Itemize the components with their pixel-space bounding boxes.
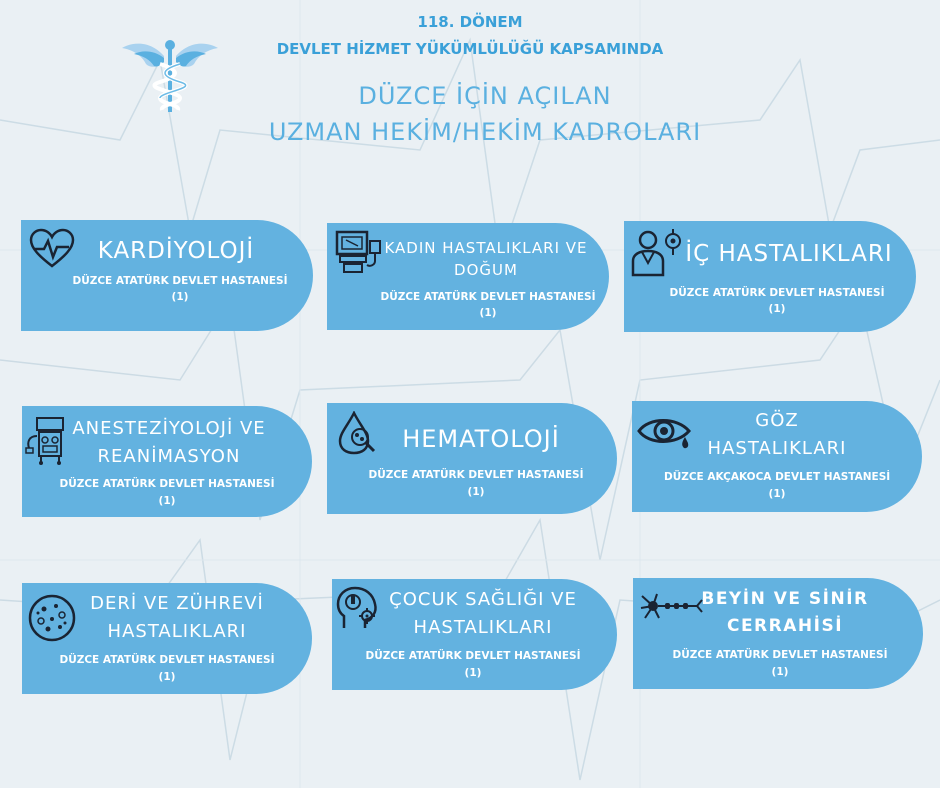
card-title-line1: BEYİN VE SİNİR bbox=[701, 589, 869, 609]
card-anesteziyoloji bbox=[22, 406, 312, 517]
card-title: HEMATOLOJİ bbox=[402, 425, 560, 453]
child-head-gears-icon bbox=[335, 584, 385, 634]
count-label: (1) bbox=[771, 666, 789, 678]
card-title-line2: HASTALIKLARI bbox=[707, 438, 847, 459]
hospital-label: DÜZCE ATATÜRK DEVLET HASTANESİ bbox=[59, 654, 275, 666]
count-label: (1) bbox=[464, 667, 482, 679]
card-kadin-hastaliklari bbox=[327, 223, 609, 330]
hospital-label: DÜZCE ATATÜRK DEVLET HASTANESİ bbox=[380, 291, 596, 303]
card-cocuk-sagligi bbox=[332, 579, 617, 690]
card-ic-hastaliklari bbox=[624, 221, 916, 332]
count-label: (1) bbox=[467, 486, 485, 498]
page-title-line1: DÜZCE İÇİN AÇILAN bbox=[358, 82, 612, 110]
hospital-label: DÜZCE ATATÜRK DEVLET HASTANESİ bbox=[672, 649, 888, 661]
card-kardiyoloji bbox=[21, 220, 313, 331]
card-title: KARDİYOLOJİ bbox=[97, 238, 255, 264]
blood-drop-icon bbox=[336, 411, 378, 455]
card-hematoloji bbox=[327, 403, 617, 514]
card-title-line2: REANİMASYON bbox=[97, 446, 241, 467]
page-title-line2: UZMAN HEKİM/HEKİM KADROLARI bbox=[268, 118, 702, 146]
card-title-line1: GÖZ bbox=[755, 410, 799, 431]
hospital-label: DÜZCE AKÇAKOCA DEVLET HASTANESİ bbox=[664, 471, 891, 483]
hospital-label: DÜZCE ATATÜRK DEVLET HASTANESİ bbox=[368, 469, 584, 481]
hospital-label: DÜZCE ATATÜRK DEVLET HASTANESİ bbox=[669, 287, 885, 299]
card-title-line1: ANESTEZİYOLOJİ VE bbox=[72, 418, 266, 439]
card-title-line1: KADIN HASTALIKLARI VE bbox=[384, 239, 588, 257]
count-label: (1) bbox=[768, 488, 786, 500]
hospital-label: DÜZCE ATATÜRK DEVLET HASTANESİ bbox=[72, 275, 288, 287]
card-title-line2: CERRAHİSİ bbox=[726, 616, 844, 636]
card-title-line2: DOĞUM bbox=[454, 261, 518, 279]
hospital-label: DÜZCE ATATÜRK DEVLET HASTANESİ bbox=[365, 650, 581, 662]
card-beyin-sinir-cerrahisi bbox=[633, 578, 923, 689]
card-title-line1: DERİ VE ZÜHREVİ bbox=[90, 593, 264, 614]
ultrasound-monitor-icon bbox=[334, 229, 384, 277]
scope-label: DEVLET HİZMET YÜKÜMLÜLÜĞÜ KAPSAMINDA bbox=[276, 40, 664, 58]
count-label: (1) bbox=[158, 671, 176, 683]
count-label: (1) bbox=[479, 307, 497, 319]
skin-cells-icon bbox=[27, 593, 77, 643]
card-deri-zuhrevi bbox=[22, 583, 312, 694]
doctor-icon bbox=[630, 227, 684, 277]
anesthesia-machine-icon bbox=[25, 414, 69, 466]
count-label: (1) bbox=[158, 495, 176, 507]
card-title-line2: HASTALIKLARI bbox=[413, 617, 553, 638]
hospital-label: DÜZCE ATATÜRK DEVLET HASTANESİ bbox=[59, 478, 275, 490]
period-label: 118. DÖNEM bbox=[417, 13, 523, 31]
card-title-line2: HASTALIKLARI bbox=[107, 621, 247, 642]
card-title: İÇ HASTALIKLARI bbox=[685, 241, 893, 267]
card-goz-hastaliklari bbox=[632, 401, 922, 512]
card-title-line1: ÇOCUK SAĞLIĞI VE bbox=[389, 589, 577, 610]
count-label: (1) bbox=[171, 291, 189, 303]
heart-pulse-icon bbox=[29, 228, 75, 270]
count-label: (1) bbox=[768, 303, 786, 315]
